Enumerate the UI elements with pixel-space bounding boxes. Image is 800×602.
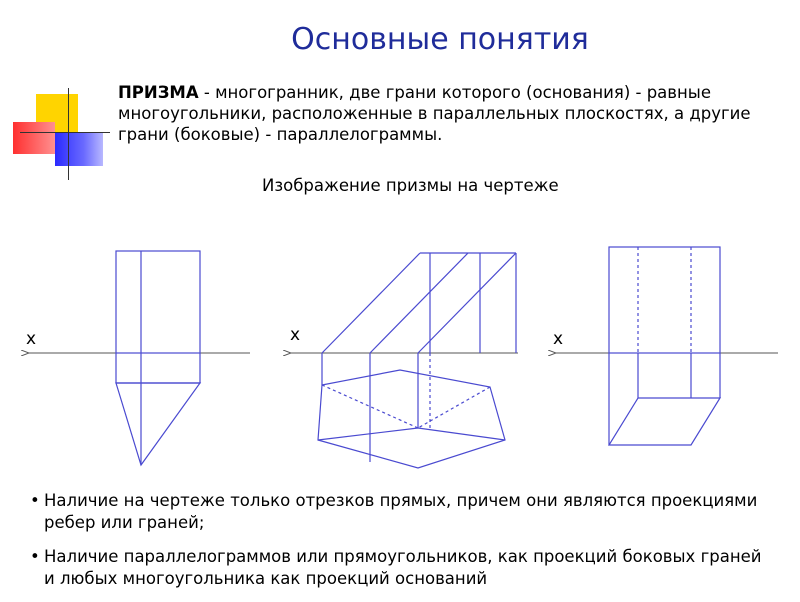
definition-text: - многогранник, две грани которого (основания) - равные многоугольники, расположенные в параллельных плоскостях, а другие грани (боковые) - параллелограммы. [118,83,751,144]
definition-term: ПРИЗМА [118,83,199,102]
drawing-subtitle: Изображение призмы на чертеже [262,176,559,195]
axis-label-3: x [553,329,564,349]
bullet-text: Наличие на чертеже только отрезков прямых, причем они являются проекциями ребер или граней; [44,491,758,532]
bullet-marker: • [30,547,40,566]
bullet-list [30,490,770,602]
prism-figure-2 [318,253,516,468]
bullet-marker: • [30,491,40,510]
axis-label-1: x [26,329,37,349]
bullet-text: Наличие параллелограммов или прямоугольников, как проекций боковых граней и любых многоугольника как проекций оснований [44,547,762,588]
page-title: Основные понятия [291,22,589,57]
bullet-item [30,546,770,590]
axis-label-2: x [290,325,301,345]
prism-figure-3 [609,247,720,445]
prism-figure-1 [116,251,200,465]
bullet-item [30,490,770,534]
